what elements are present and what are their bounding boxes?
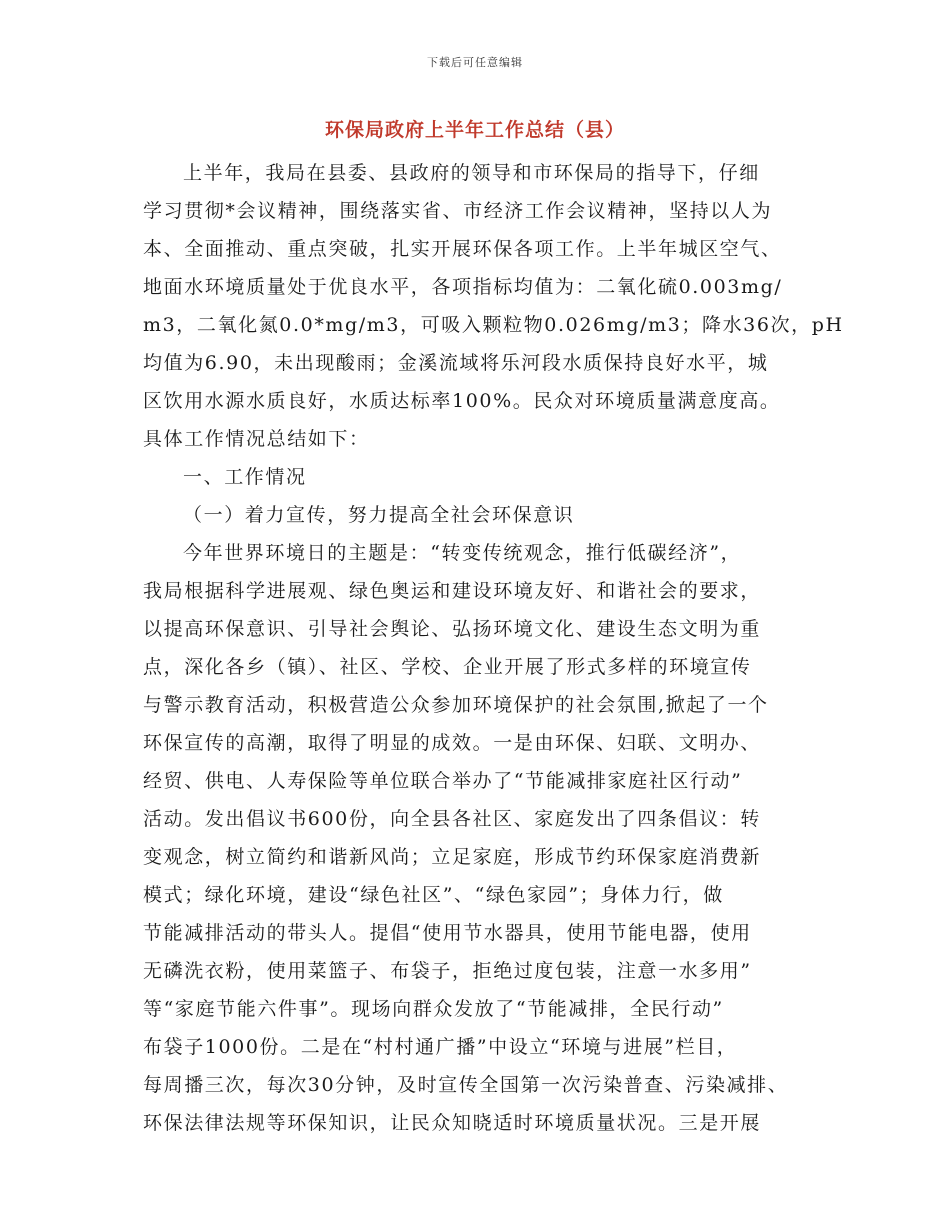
- body-line: 节能减排活动的带头人。提倡“使用节水器具，使用节能电器，使用: [143, 922, 752, 944]
- body-line: 等“家庭节能六件事”。现场向群众发放了“节能减排，全民行动”: [143, 998, 724, 1020]
- body-line: 上半年，我局在县委、县政府的领导和市环保局的指导下，仔细: [183, 162, 760, 184]
- body-line: 本、全面推动、重点突破，扎实开展环保各项工作。上半年城区空气、: [143, 238, 782, 260]
- page-header-note: 下载后可任意编辑: [427, 56, 523, 69]
- section-heading: 一、工作情况: [183, 466, 307, 488]
- body-line: 我局根据科学进展观、绿色奥运和建设环境友好、和谐社会的要求，: [143, 580, 762, 602]
- body-line: 模式；绿化环境，建设“绿色社区”、“绿色家园”；身体力行，做: [143, 884, 724, 906]
- document-title: 环保局政府上半年工作总结（县）: [324, 119, 625, 141]
- body-line: 学习贯彻*会议精神，围绕落实省、市经济工作会议精神，坚持以人为: [143, 200, 773, 222]
- body-line: 每周播三次，每次30分钟，及时宣传全国第一次污染普查、污染减排、: [143, 1074, 789, 1096]
- body-line: 无磷洗衣粉，使用菜篮子、布袋子，拒绝过度包装，注意一水多用”: [143, 960, 752, 982]
- body-line: 以提高环保意识、引导社会舆论、弘扬环境文化、建设生态文明为重: [143, 618, 762, 640]
- body-line: 与警示教育活动，积极营造公众参加环境保护的社会氛围,掀起了一个: [143, 694, 769, 716]
- body-line: 布袋子1000份。二是在“村村通广播”中设立“环境与进展”栏目，: [143, 1036, 738, 1058]
- body-line: 地面水环境质量处于优良水平，各项指标均值为：二氧化硫0.003mg/: [143, 276, 783, 298]
- body-line: m3，二氧化氮0.0*mg/m3，可吸入颗粒物0.026mg/m3；降水36次，pH: [143, 314, 844, 336]
- body-line: 变观念，树立简约和谐新风尚；立足家庭，形成节约环保家庭消费新: [143, 846, 762, 868]
- body-line: 区饮用水源水质良好，水质达标率100%。民众对环境质量满意度高。: [143, 390, 781, 412]
- body-line: 均值为6.90，未出现酸雨；金溪流域将乐河段水质保持良好水平，城: [143, 352, 769, 374]
- body-line: 具体工作情况总结如下：: [143, 428, 370, 450]
- subsection-heading: （一）着力宣传，努力提高全社会环保意识: [183, 504, 575, 526]
- body-line: 活动。发出倡议书600份，向全县各社区、家庭发出了四条倡议：转: [143, 808, 761, 830]
- body-line: 今年世界环境日的主题是：“转变传统观念，推行低碳经济”，: [183, 542, 742, 564]
- body-line: 环保宣传的高潮，取得了明显的成效。一是由环保、妇联、文明办、: [143, 732, 762, 754]
- body-line: 经贸、供电、人寿保险等单位联合举办了“节能减排家庭社区行动”: [143, 770, 743, 792]
- body-line: 点，深化各乡（镇）、社区、学校、企业开展了形式多样的环境宣传: [143, 656, 752, 678]
- body-line: 环保法律法规等环保知识，让民众知晓适时环境质量状况。三是开展: [143, 1112, 762, 1134]
